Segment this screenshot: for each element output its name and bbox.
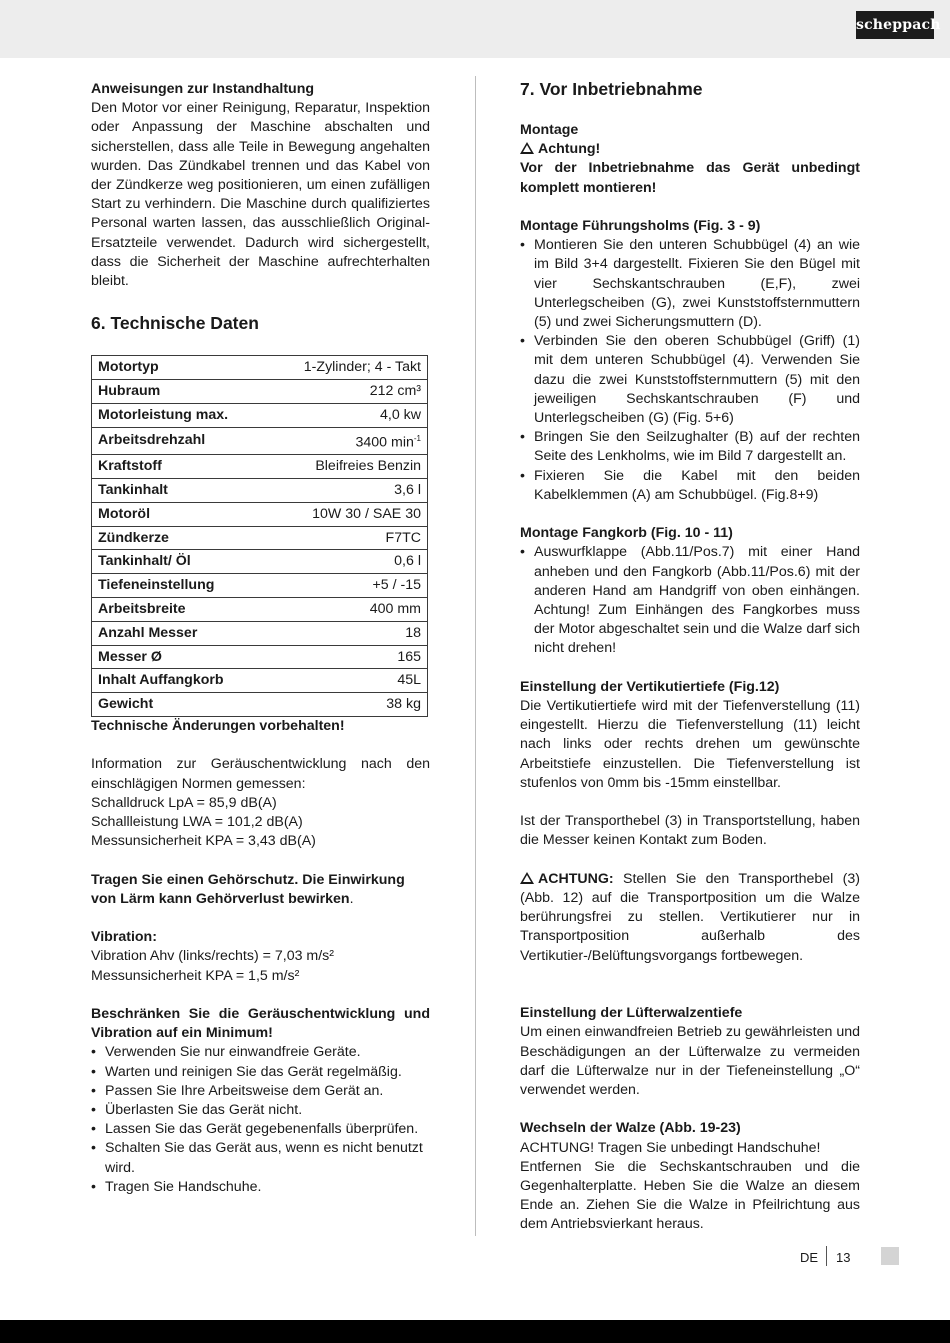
brand-logo: scheppach	[856, 11, 934, 39]
table-row	[92, 645, 428, 669]
spec-label: Anzahl Messer	[92, 621, 268, 645]
spec-value: 1-Zylinder; 4 - Takt	[267, 356, 427, 380]
holm-title: Montage Führungsholms (Fig. 3 - 9)	[520, 218, 761, 234]
table-row	[92, 455, 428, 479]
walze-title: Wechseln der Walze (Abb. 19-23)	[520, 1120, 741, 1137]
spec-table	[91, 355, 428, 717]
footer-divider	[826, 1246, 827, 1266]
list-item: • Passen Sie Ihre Arbeitsweise dem Gerät an.	[91, 1082, 430, 1101]
holm-list	[520, 236, 860, 505]
vibration-line-1: Vibration Ahv (links/rechts) = 7,03 m/s²	[91, 948, 334, 965]
maintenance-text: Den Motor vor einer Reinigung, Reparatur, Inspektion oder Anpassung der Maschine abschalten und sicherstellen, dass alle Teile in Bewegung angehalten wurden. Das Zündkabel trennen und das Kabel von der Zündkerze weg positionieren, um einen zufälligen Start zu verhindern. Die Maschine durch qualifiziertes Personal warten lassen, das ausschließlich Original-Ersatzteile verwendet. Dadurch wird sichergestellt, dass die Sicherheit der Maschine aufrechterhalten bleibt.	[91, 100, 430, 290]
vibration-title: Vibration:	[91, 929, 157, 946]
spec-value: Bleifreies Benzin	[267, 455, 427, 479]
table-row	[92, 574, 428, 598]
changes-note: Technische Änderungen vorbehalten!	[91, 717, 345, 734]
spec-value: 400 mm	[267, 597, 427, 621]
spec-label: Motortyp	[92, 356, 268, 380]
spec-label: Hubraum	[92, 380, 268, 404]
table-row	[92, 693, 428, 717]
noise-line-1: Schalldruck LpA = 85,9 dB(A)	[91, 794, 277, 811]
table-row	[92, 502, 428, 526]
spec-value: 3400 $\min^{-1}$	[267, 427, 427, 455]
spec-label: Tiefeneinstellung	[92, 574, 268, 598]
spec-value: 212 cm³	[267, 380, 427, 404]
footer-language: DE	[800, 1250, 819, 1265]
list-item: • Tragen Sie Handschuhe.	[91, 1178, 430, 1197]
spec-value: +5 / -15	[267, 574, 427, 598]
bottom-bar	[0, 1320, 950, 1343]
fang-title: Montage Fangkorb (Fig. 10 - 11)	[520, 525, 733, 542]
limit-title: Beschränken Sie die Geräuschentwicklung und Vibration auf ein Minimum!	[91, 1005, 430, 1042]
spec-label: Tankinhalt/ Öl	[92, 550, 268, 574]
table-row	[92, 356, 428, 380]
table-row	[92, 403, 428, 427]
left-column	[91, 80, 430, 1197]
hearing-warning: Tragen Sie einen Gehörschutz. Die Einwirkung von Lärm kann Gehörverlust bewirken.	[91, 871, 405, 907]
vibration-line-2: Messunsicherheit KPA = 1,5 m/s²	[91, 967, 300, 984]
list-item: • Überlasten Sie das Gerät nicht.	[91, 1101, 430, 1120]
column-divider	[475, 76, 476, 1236]
spec-label: Kraftstoff	[92, 455, 268, 479]
spec-label: Inhalt Auffangkorb	[92, 669, 268, 693]
vert-text: Die Vertikutiertiefe wird mit der Tiefenverstellung (11) eingestellt. Hierzu die Tiefenverstellung (11) leicht nach links oder rechts drehen um gewünschte Arbeitstiefe einzustellen. Die Tiefenverstellung ist stufenlos von 0mm bis -15mm einstellbar.	[520, 698, 860, 791]
spec-label: Motoröl	[92, 502, 268, 526]
fang-list	[520, 543, 860, 658]
vert-title: Einstellung der Vertikutiertiefe (Fig.12)	[520, 678, 780, 695]
spec-value: 165	[267, 645, 427, 669]
spec-label: Tankinhalt	[92, 478, 268, 502]
list-item: • Lassen Sie das Gerät gegebenenfalls überprüfen.	[91, 1120, 430, 1139]
spec-value: 45L	[267, 669, 427, 693]
walze-line-1: ACHTUNG! Tragen Sie unbedingt Handschuhe!	[520, 1139, 821, 1156]
achtung-transport: ACHTUNG: Stellen Sie den Transporthebel (3) (Abb. 12) auf die Transportposition um die Walze berührungsfrei zu stellen. Vertikutierer nur in Transportposition außerhalb des Vertikutier-/Belüftungsvorgangs fortbewegen.	[520, 870, 860, 964]
table-row	[92, 597, 428, 621]
list-item: • Fixieren Sie die Kabel mit den beiden Kabelklemmen (A) am Schubbügel. (Fig.8+9)	[520, 467, 860, 505]
limit-list	[91, 1043, 430, 1197]
unit-exponent: -1	[413, 433, 421, 443]
footer-square	[881, 1247, 899, 1265]
noise-line-2: Schallleistung LWA = 101,2 dB(A)	[91, 813, 303, 830]
spec-value: 10W 30 / SAE 30	[267, 502, 427, 526]
list-item: • Schalten Sie das Gerät aus, wenn es nicht benutzt wird.	[91, 1139, 430, 1177]
table-row	[92, 550, 428, 574]
table-row	[92, 380, 428, 404]
header-bar	[0, 0, 950, 58]
list-item: • Verbinden Sie den oberen Schubbügel (Griff) (1) mit dem unteren Schubbügel (4). Verwenden Sie dazu die zwei Kunststoffsternmuttern (5) mit den jeweiligen Sechskantschrauben (F) und Unterlegscheiben (G) (Fig. 5+6)	[520, 332, 860, 428]
montage-title: Montage	[520, 122, 579, 138]
table-row	[92, 478, 428, 502]
spec-label: Arbeitsbreite	[92, 597, 268, 621]
luefter-title: Einstellung der Lüfterwalzentiefe	[520, 1005, 743, 1022]
list-item: • Verwenden Sie nur einwandfreie Geräte.	[91, 1043, 430, 1062]
maintenance-title: Anweisungen zur Instandhaltung	[91, 81, 315, 97]
list-item: • Warten und reinigen Sie das Gerät regelmäßig.	[91, 1063, 430, 1082]
table-row	[92, 669, 428, 693]
spec-label: Arbeitsdrehzahl	[92, 427, 268, 455]
list-item: • Bringen Sie den Seilzughalter (B) auf der rechten Seite des Lenkholms, wie im Bild 7 dargestellt an.	[520, 428, 860, 466]
spec-value: 4,0 kw	[267, 403, 427, 427]
noise-info: Information zur Geräuschentwicklung nach den einschlägigen Normen gemessen:	[91, 756, 430, 792]
spec-value: 38 kg	[267, 693, 427, 717]
right-column	[520, 77, 860, 1235]
warning-icon	[520, 142, 534, 154]
spec-label: Motorleistung max.	[92, 403, 268, 427]
table-row	[92, 621, 428, 645]
spec-label: Zündkerze	[92, 526, 268, 550]
spec-value: 0,6 l	[267, 550, 427, 574]
spec-value: 3,6 l	[267, 478, 427, 502]
tech-data-heading: 6. Technische Daten	[91, 313, 259, 334]
warning-icon	[520, 872, 534, 884]
achtung-label: Achtung!	[520, 140, 860, 159]
luefter-text: Um einen einwandfreien Betrieb zu gewährleisten und Beschädigungen an der Lüfterwalze zu vermeiden darf die Lüfterwalze nur in der Tiefeneinstellung „O“ verwendet werden.	[520, 1024, 860, 1099]
spec-value: 18	[267, 621, 427, 645]
spec-label: Messer Ø	[92, 645, 268, 669]
spec-label: Gewicht	[92, 693, 268, 717]
list-item: • Montieren Sie den unteren Schubbügel (4) an wie im Bild 3+4 dargestellt. Fixieren Sie den Bügel mit vier Sechskantschrauben (E,F), zwei Unterlegscheiben (G), zwei Kunststoffsternmuttern (5) und zwei Sicherungsmuttern (D).	[520, 236, 860, 332]
table-row	[92, 526, 428, 550]
section-heading: 7. Vor Inbetriebnahme	[520, 79, 703, 99]
walze-text: Entfernen Sie die Sechskantschrauben und die Gegenhalterplatte. Heben Sie die Walze an diesem Ende an. Ziehen Sie die Walze in Pfeilrichtung aus dem Antriebsvierkant heraus.	[520, 1158, 860, 1233]
list-item: • Auswurfklappe (Abb.11/Pos.7) mit einer Hand anheben und den Fangkorb (Abb.11/Pos.6) mit der anderen Hand am Handgriff von oben einhängen. Achtung! Zum Einhängen des Fangkorbes muss der Motor abgeschaltet sein und die Walze darf sich nicht drehen!	[520, 543, 860, 658]
montage-warning: Vor der Inbetriebnahme das Gerät unbedingt komplett montieren!	[520, 160, 860, 196]
table-row	[92, 427, 428, 455]
noise-line-3: Messunsicherheit KPA = 3,43 dB(A)	[91, 833, 316, 850]
page-number: 13	[836, 1250, 851, 1265]
spec-value: F7TC	[267, 526, 427, 550]
transport-text: Ist der Transporthebel (3) in Transportstellung, haben die Messer keinen Kontakt zum Boden.	[520, 813, 860, 849]
